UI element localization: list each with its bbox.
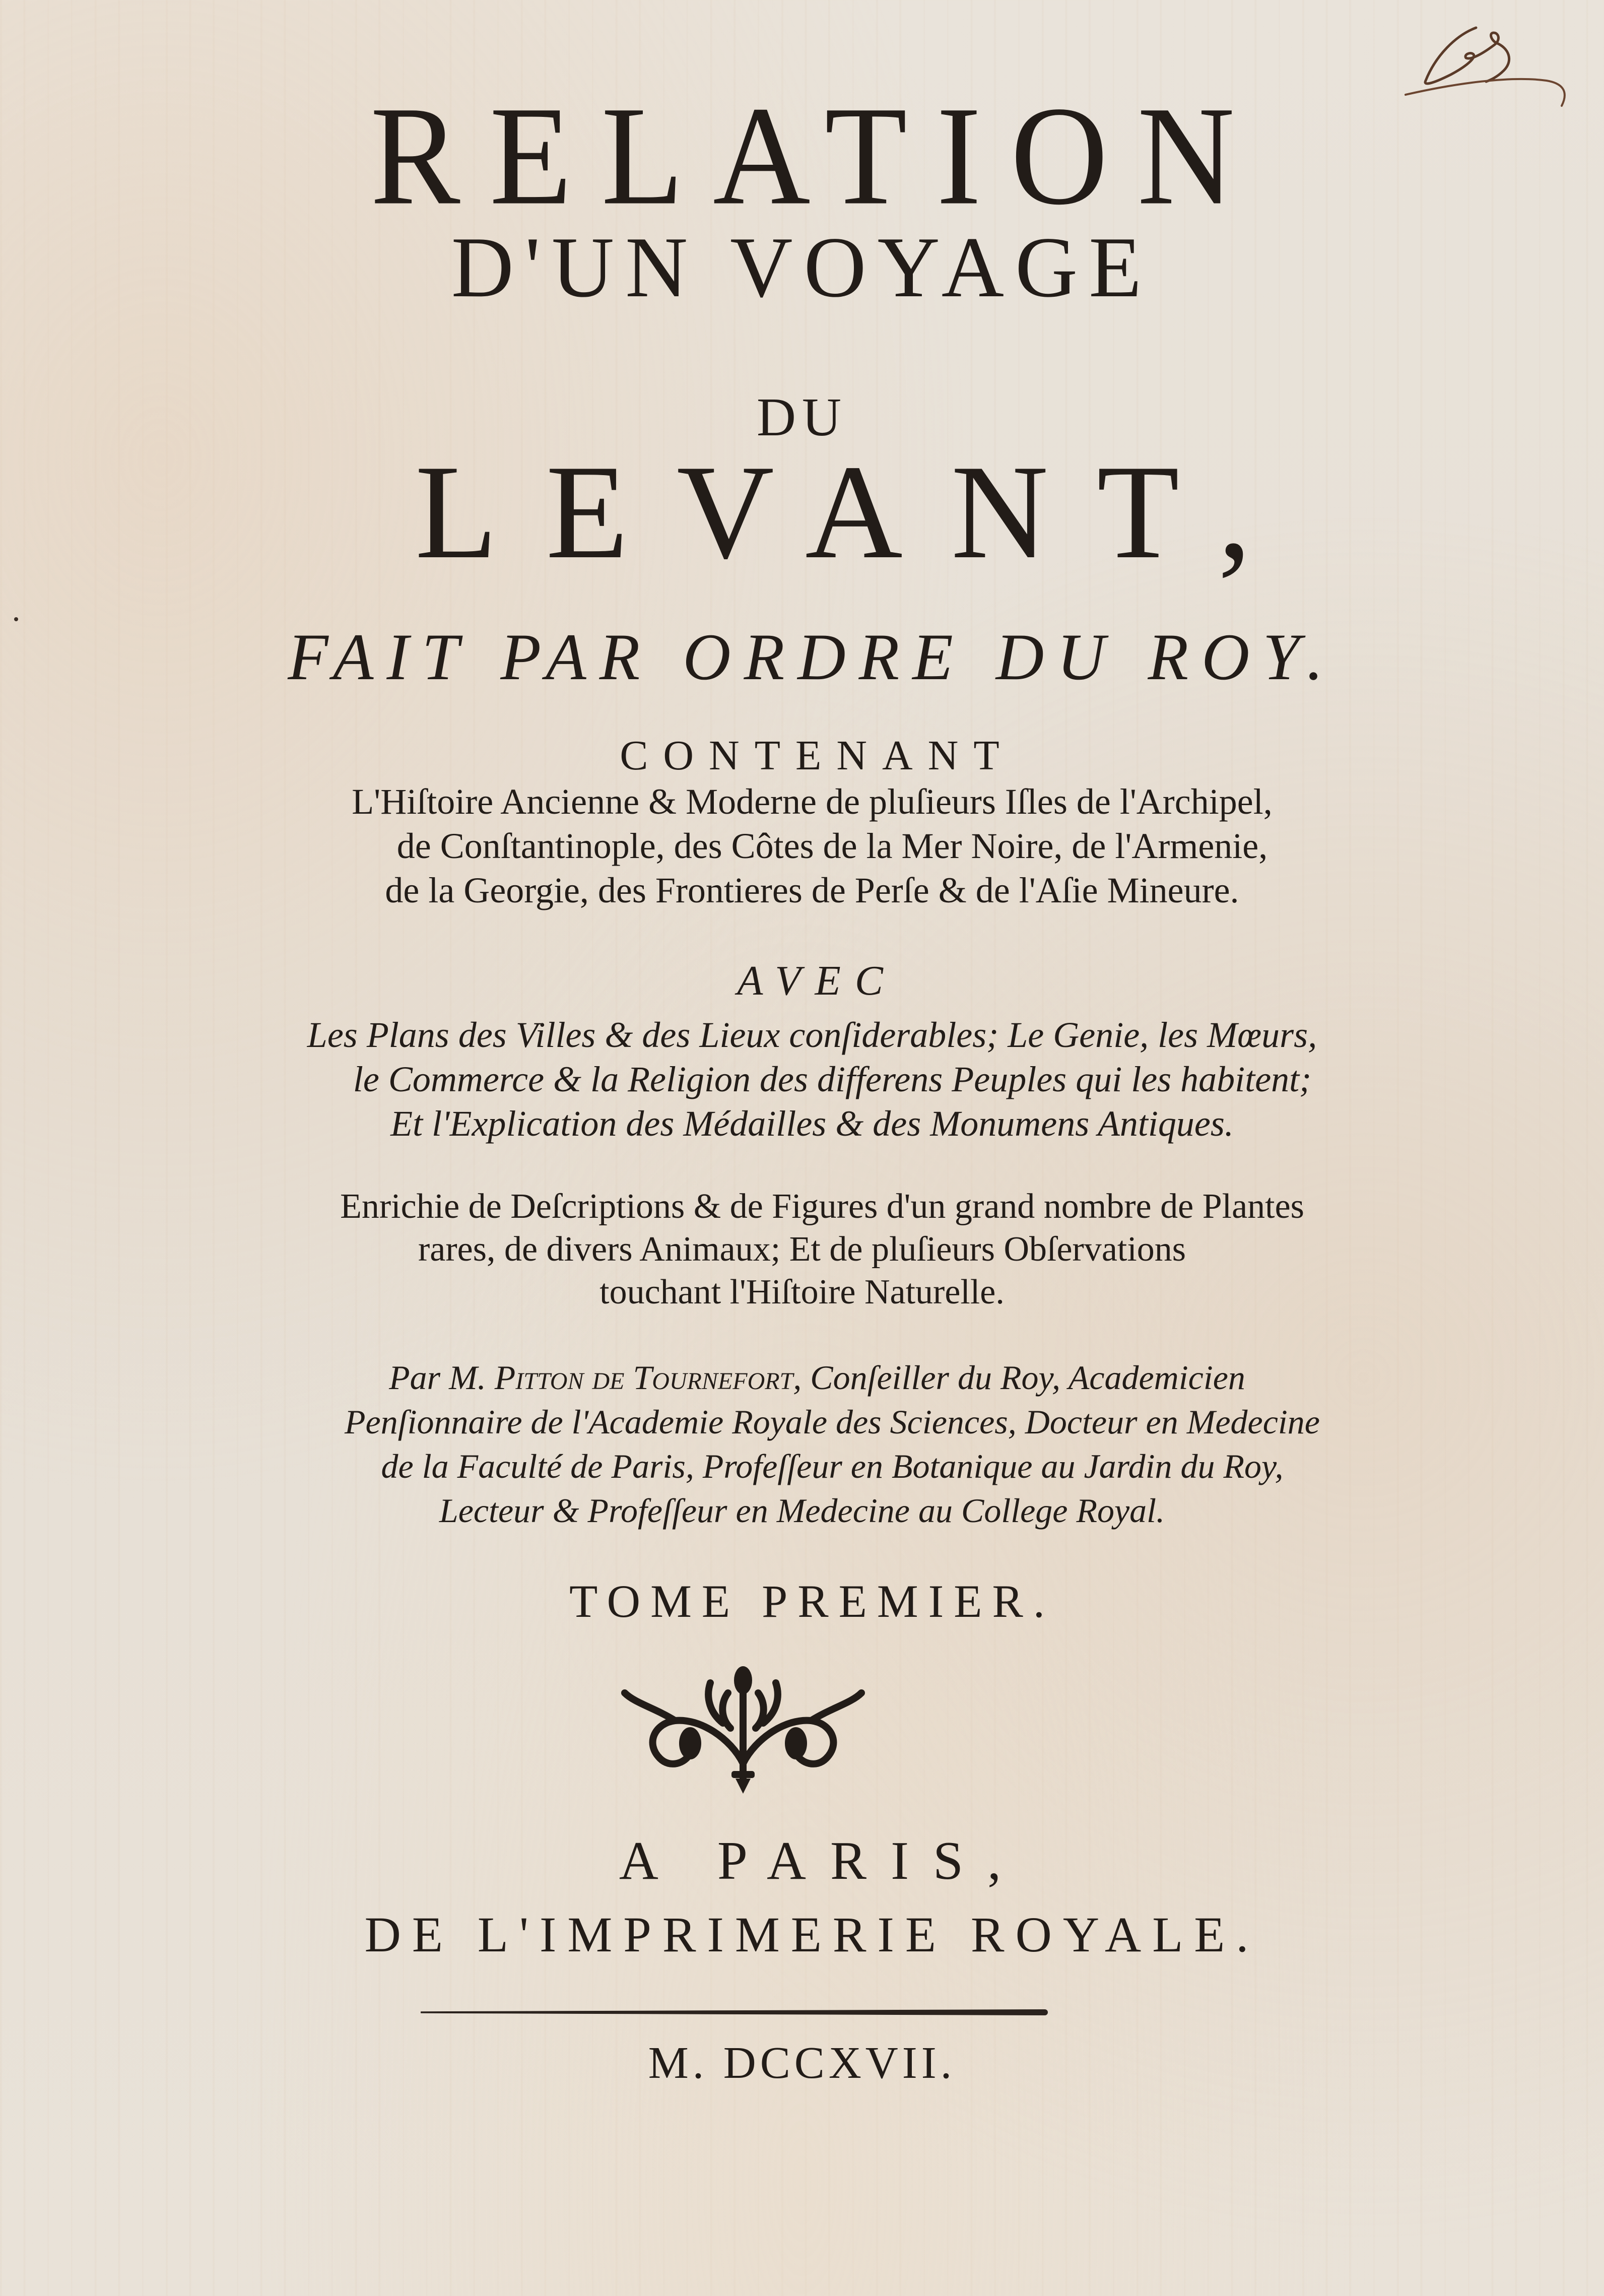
contents-line-2: de Conſtantinople, des Côtes de la Mer Noire, de l'Armenie, xyxy=(396,826,1268,866)
title-relation: RELATION xyxy=(370,77,1264,234)
author-line-4: Lecteur & Profeſſeur en Medecine au College Royal. xyxy=(439,1491,1165,1530)
imprint-year: M. DCCXVII. xyxy=(648,2038,956,2088)
author-line-2: Penſionnaire de l'Academie Royale des Sciences, Docteur en Medecine xyxy=(344,1403,1320,1441)
title-fait-par-ordre: FAIT PAR ORDRE DU ROY. xyxy=(288,620,1336,694)
avec-line-3: Et l'Explication des Médailles & des Monumens Antiques. xyxy=(390,1103,1234,1144)
avec-heading: AVEC xyxy=(737,957,897,1004)
contenant-heading: CONTENANT xyxy=(620,732,1015,779)
contents-line-1: L'Hiſtoire Ancienne & Moderne de pluſieurs Iſles de l'Archipel, xyxy=(352,781,1273,822)
author-prefix: Par M. xyxy=(389,1358,486,1397)
fleuron-icon xyxy=(615,1663,872,1794)
enrichie-line-3: touchant l'Hiſtoire Naturelle. xyxy=(599,1273,1005,1311)
avec-line-2: le Commerce & la Religion des differens Peuples qui les habitent; xyxy=(353,1059,1312,1099)
imprint-printer: DE L'IMPRIMERIE ROYALE. xyxy=(364,1907,1260,1962)
title-dun-voyage: D'UN VOYAGE xyxy=(451,220,1153,315)
contents-line-3: de la Georgie, des Frontieres de Perſe & de l'Aſie Mineure. xyxy=(385,870,1239,910)
author-line-1 xyxy=(0,1360,1604,1395)
title-levant: LEVANT, xyxy=(415,437,1300,586)
author-line-3: de la Faculté de Paris, Profeſſeur en Botanique au Jardin du Roy, xyxy=(381,1447,1284,1485)
imprint-place: A PARIS, xyxy=(619,1831,1026,1891)
author-title-1: , Conſeiller du Roy, Academicien xyxy=(793,1358,1245,1397)
author-name: Pitton de Tournefort xyxy=(494,1358,793,1397)
enrichie-line-1: Enrichie de Deſcriptions & de Figures d'un grand nombre de Plantes xyxy=(340,1187,1304,1226)
divider-rule xyxy=(421,2009,1048,2015)
avec-line-1: Les Plans des Villes & des Lieux conſiderables; Le Genie, les Mœurs, xyxy=(307,1015,1317,1055)
enrichie-line-2: rares, de divers Animaux; Et de pluſieurs Obſervations xyxy=(418,1230,1186,1269)
volume-label: TOME PREMIER. xyxy=(569,1576,1055,1627)
margin-spot xyxy=(14,617,18,621)
title-du: DU xyxy=(757,387,847,447)
